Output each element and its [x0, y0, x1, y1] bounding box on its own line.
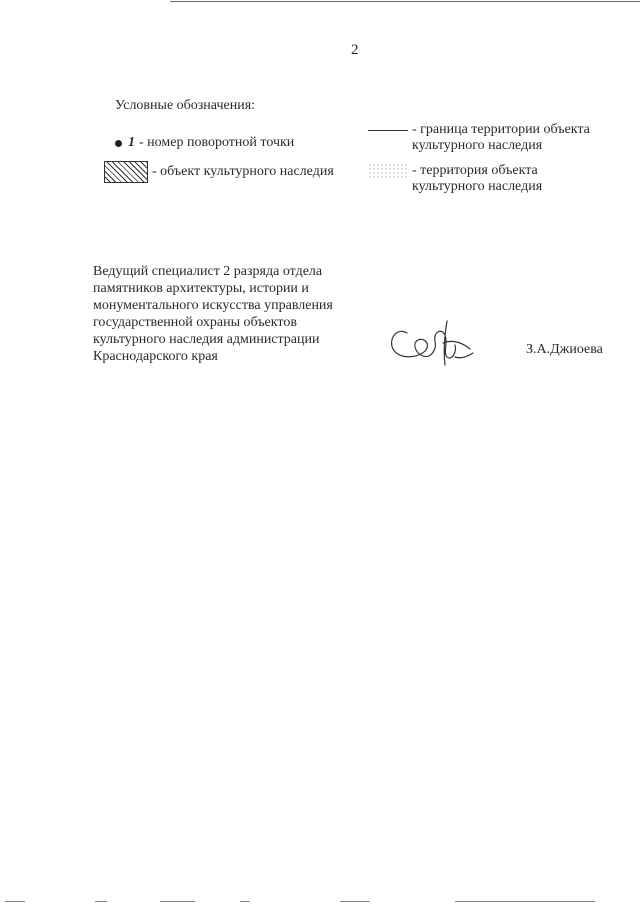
legend-territory-label	[412, 163, 542, 195]
legend-territory-line2: культурного наследия	[412, 179, 543, 194]
position-line-6: Краснодарского края	[93, 349, 218, 364]
position-line-1: Ведущий специалист 2 разряда отдела	[93, 264, 323, 279]
bullet-point-icon	[115, 140, 122, 147]
legend-item-territory-boundary	[368, 122, 590, 154]
point-number-sample: 1	[128, 135, 135, 150]
position-line-3: монументального искусства управления	[93, 298, 333, 313]
legend-heritage-object-label: - объект культурного наследия	[152, 164, 334, 179]
scan-bottom-edge	[0, 896, 640, 905]
handwritten-signature	[385, 313, 475, 368]
legend-item-territory	[368, 163, 542, 195]
hatch-pattern-icon	[104, 161, 148, 183]
signatory-position	[93, 263, 393, 365]
position-line-4: государственной охраны объектов	[93, 315, 297, 330]
legend-boundary-line1: - граница территории объекта	[412, 122, 590, 137]
territory-fill-icon	[368, 163, 408, 179]
legend-title: Условные обозначения:	[115, 98, 256, 113]
scan-top-edge	[0, 0, 640, 4]
position-line-5: культурного наследия администрации	[93, 332, 320, 347]
page-number: 2	[351, 42, 359, 58]
legend-boundary-line2: культурного наследия	[412, 138, 543, 153]
legend-boundary-label	[412, 122, 590, 154]
boundary-line-icon	[368, 130, 408, 131]
legend-territory-line1: - территория объекта	[412, 163, 538, 178]
signer-name: З.А.Джиоева	[526, 342, 603, 357]
scan-top-line	[170, 1, 640, 2]
legend-item-heritage-object	[104, 161, 334, 183]
position-line-2: памятников архитектуры, истории и	[93, 281, 309, 296]
legend-point-label: - номер поворотной точки	[139, 135, 295, 150]
legend-item-turning-point	[115, 135, 294, 151]
